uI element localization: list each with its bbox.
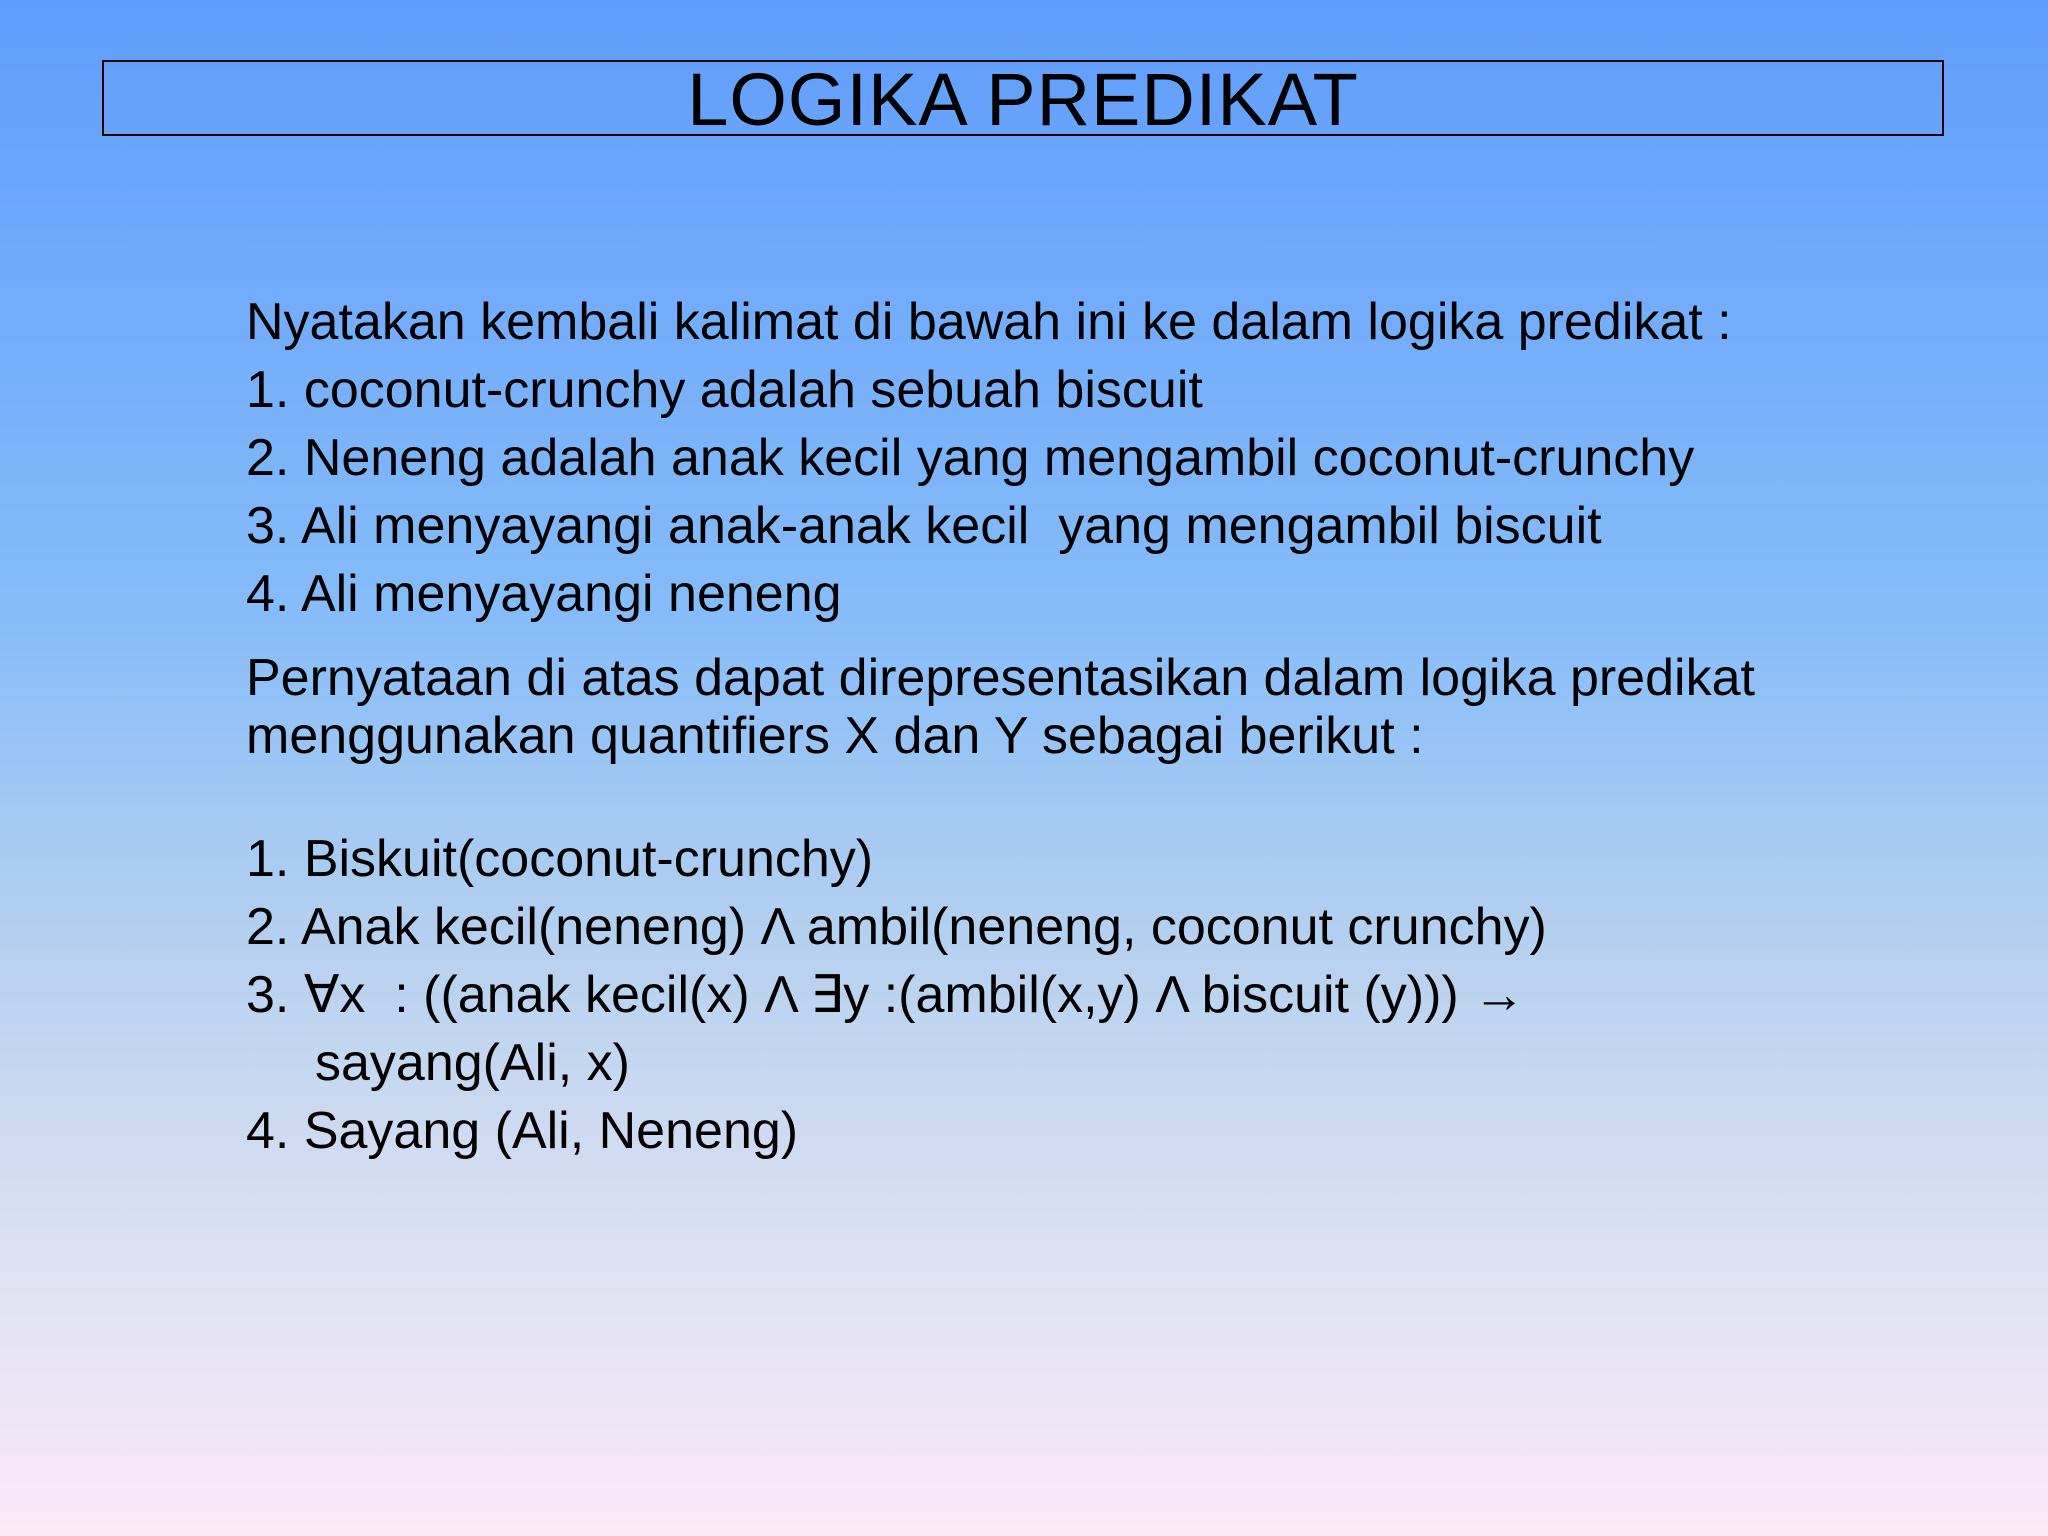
statement-4: 4. Ali menyayangi neneng bbox=[246, 565, 842, 623]
spacer bbox=[246, 765, 2006, 825]
formula-3-line-1: 3. ∀x : ((anak kecil(x) Λ ∃y :(ambil(x,y) Λ biscuit (y))) → bbox=[246, 966, 1526, 1024]
formula-3-line-2: sayang(Ali, x) bbox=[315, 1034, 630, 1092]
statement-3: 3. Ali menyayangi anak-anak kecil yang mengambil biscuit bbox=[246, 497, 1602, 555]
statement-1: 1. coconut-crunchy adalah sebuah biscuit bbox=[246, 361, 1203, 419]
slide-title: LOGIKA PREDIKAT bbox=[687, 58, 1359, 141]
formula-4: 4. Sayang (Ali, Neneng) bbox=[246, 1102, 799, 1160]
slide-title-box bbox=[102, 58, 1944, 141]
statement-2: 2. Neneng adalah anak kecil yang mengambil coconut-crunchy bbox=[246, 429, 1695, 487]
representation-text: Pernyataan di atas dapat direpresentasikan dalam logika predikat menggunakan quantifiers X dan Y sebagai berikut : bbox=[246, 649, 1755, 765]
formula-2: 2. Anak kecil(neneng) Λ ambil(neneng, coconut crunchy) bbox=[246, 898, 1547, 956]
formula-1: 1. Biskuit(coconut-crunchy) bbox=[246, 830, 874, 888]
slide-content bbox=[246, 288, 2006, 1165]
intro-text: Nyatakan kembali kalimat di bawah ini ke dalam logika predikat : bbox=[246, 293, 1732, 351]
